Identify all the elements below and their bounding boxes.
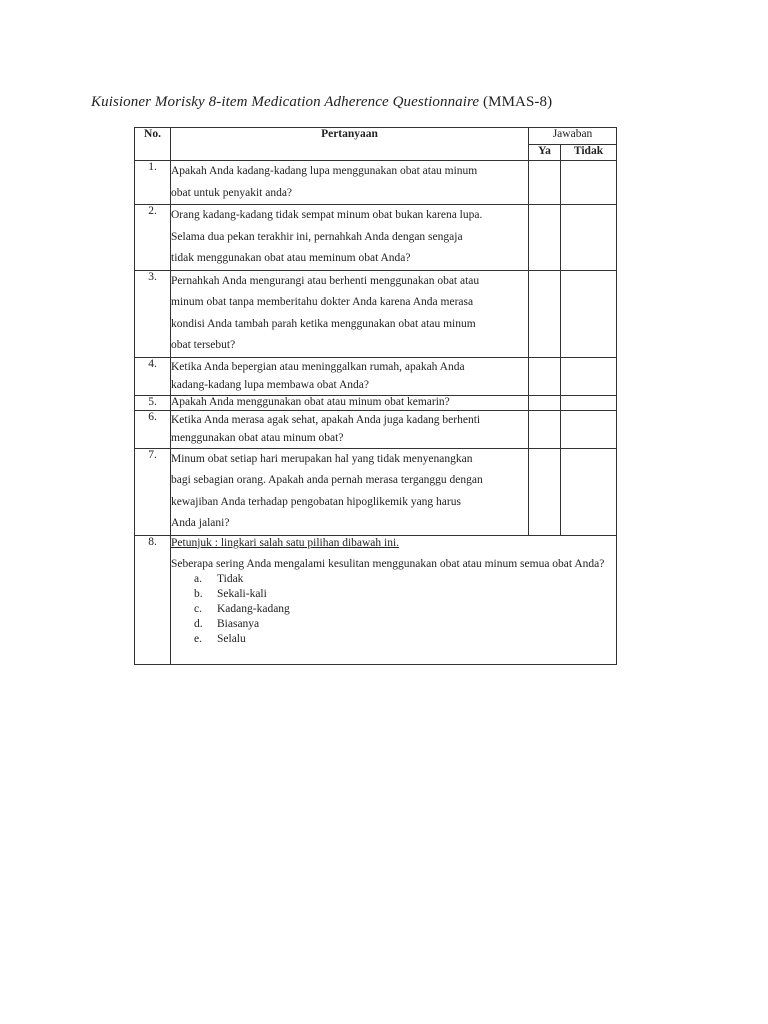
question-line: obat untuk penyakit anda? — [171, 186, 293, 199]
answer-yes-cell[interactable] — [529, 270, 561, 357]
option-letter: d. — [194, 617, 203, 630]
question-line: Anda jalani? — [171, 517, 230, 529]
header-yes: Ya — [529, 144, 561, 161]
option-label: Biasanya — [217, 617, 260, 630]
answer-yes-cell[interactable] — [529, 448, 561, 535]
option-letter: a. — [194, 572, 202, 585]
table-row — [135, 161, 617, 205]
header-question: Pertanyaan — [171, 128, 529, 161]
question-text — [171, 448, 529, 535]
row-number: 5. — [135, 395, 171, 410]
question-text: Seberapa sering Anda mengalami kesulitan menggunakan obat atau minum semua obat Anda? — [171, 557, 605, 570]
answer-yes-cell[interactable] — [529, 161, 561, 205]
table-row — [135, 410, 617, 448]
option-letter: e. — [194, 632, 202, 645]
table-row — [135, 357, 617, 395]
option-letter: c. — [194, 602, 202, 615]
question-text — [171, 161, 529, 205]
question-line: Apakah Anda menggunakan obat atau minum obat kemarin? — [171, 395, 450, 408]
option-label: Selalu — [217, 632, 246, 645]
title-suffix: (MMAS-8) — [483, 94, 553, 110]
option-label: Sekali-kali — [217, 587, 267, 600]
header-number: No. — [135, 128, 171, 161]
answer-no-cell[interactable] — [561, 448, 617, 535]
question-line: Selama dua pekan terakhir ini, pernahkah Anda dengan sengaja — [171, 230, 463, 243]
answer-no-cell[interactable] — [561, 161, 617, 205]
answer-no-cell[interactable] — [561, 270, 617, 357]
question-line: minum obat tanpa memberitahu dokter Anda karena Anda merasa — [171, 296, 474, 308]
option-item[interactable] — [194, 572, 616, 587]
question-text — [171, 410, 529, 448]
answer-no-cell[interactable] — [561, 395, 617, 410]
row-number: 2. — [135, 205, 171, 271]
answer-no-cell[interactable] — [561, 357, 617, 395]
option-label: Tidak — [217, 572, 244, 585]
question-text — [171, 357, 529, 395]
table-row — [135, 395, 617, 410]
question-line: Pernahkah Anda mengurangi atau berhenti menggunakan obat atau — [171, 274, 480, 287]
row-number: 6. — [135, 410, 171, 448]
questionnaire-table — [134, 127, 617, 665]
answer-yes-cell[interactable] — [529, 410, 561, 448]
header-answer: Jawaban — [529, 128, 617, 145]
header-no-answer: Tidak — [561, 144, 617, 161]
table-row — [135, 535, 617, 664]
question-text — [171, 395, 529, 410]
table-row — [135, 448, 617, 535]
question-line: tidak menggunakan obat atau meminum obat Anda? — [171, 252, 411, 264]
option-item[interactable] — [194, 617, 616, 632]
answer-yes-cell[interactable] — [529, 395, 561, 410]
document-title — [91, 94, 552, 111]
multiple-choice-question — [171, 535, 617, 664]
answer-yes-cell[interactable] — [529, 205, 561, 271]
option-item[interactable] — [194, 602, 616, 617]
question-line: Minum obat setiap hari merupakan hal yang tidak menyenangkan — [171, 452, 473, 465]
row-number: 7. — [135, 448, 171, 535]
instruction-text: Petunjuk : lingkari salah satu pilihan dibawah ini. — [171, 536, 400, 549]
answer-no-cell[interactable] — [561, 205, 617, 271]
option-item[interactable] — [194, 587, 616, 602]
row-number: 8. — [135, 535, 171, 664]
question-line: Apakah Anda kadang-kadang lupa menggunakan obat atau minum — [171, 165, 478, 177]
question-line: bagi sebagian orang. Apakah anda pernah merasa terganggu dengan — [171, 474, 483, 486]
table-row — [135, 205, 617, 271]
row-number: 4. — [135, 357, 171, 395]
question-line: kewajiban Anda terhadap pengobatan hipoglikemik yang harus — [171, 495, 461, 508]
question-line: kadang-kadang lupa membawa obat Anda? — [171, 378, 369, 391]
row-number: 1. — [135, 161, 171, 205]
question-line: Ketika Anda bepergian atau meninggalkan rumah, apakah Anda — [171, 360, 465, 373]
question-line: Ketika Anda merasa agak sehat, apakah Anda juga kadang berhenti — [171, 413, 481, 426]
option-item[interactable] — [194, 632, 616, 647]
question-line: Orang kadang-kadang tidak sempat minum obat bukan karena lupa. — [171, 209, 483, 221]
answer-no-cell[interactable] — [561, 410, 617, 448]
answer-yes-cell[interactable] — [529, 357, 561, 395]
title-italic: Kuisioner Morisky 8-item Medication Adherence Questionnaire — [91, 94, 480, 110]
question-text — [171, 270, 529, 357]
question-line: kondisi Anda tambah parah ketika menggunakan obat atau minum — [171, 317, 476, 330]
table-row — [135, 270, 617, 357]
option-label: Kadang-kadang — [217, 602, 290, 615]
row-number: 3. — [135, 270, 171, 357]
options-list — [171, 572, 616, 647]
option-letter: b. — [194, 587, 203, 600]
question-line: obat tersebut? — [171, 339, 236, 351]
question-text — [171, 205, 529, 271]
question-line: menggunakan obat atau minum obat? — [171, 431, 344, 444]
